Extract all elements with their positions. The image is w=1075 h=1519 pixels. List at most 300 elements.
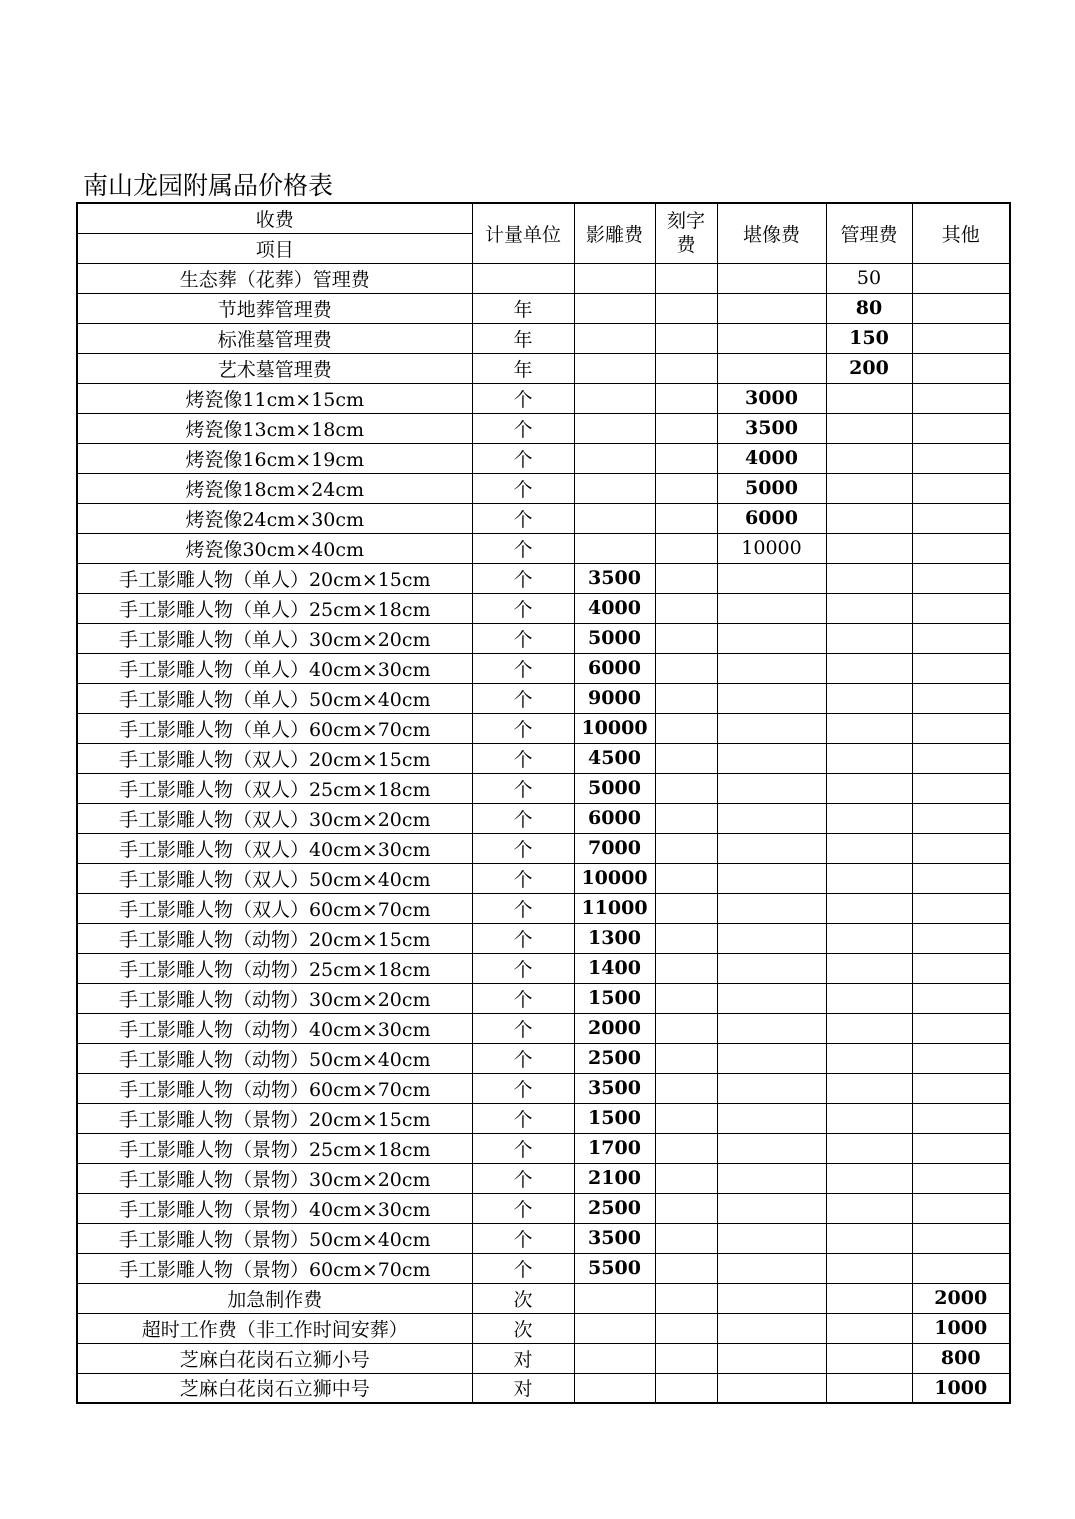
- cell-other: [912, 1103, 1010, 1133]
- cell-item: 芝麻白花岗石立狮中号: [77, 1373, 472, 1403]
- cell-inlay: [717, 623, 826, 653]
- cell-unit: 次: [472, 1313, 574, 1343]
- cell-inlay: [717, 563, 826, 593]
- cell-other: [912, 353, 1010, 383]
- cell-item: 手工影雕人物（双人）20cm×15cm: [77, 743, 472, 773]
- cell-management: [826, 923, 912, 953]
- cell-management: [826, 563, 912, 593]
- cell-unit: 个: [472, 533, 574, 563]
- cell-engraving: 5000: [574, 623, 655, 653]
- cell-lettering: [655, 743, 717, 773]
- table-row: [77, 623, 1010, 653]
- cell-unit: 次: [472, 1283, 574, 1313]
- table-row: [77, 263, 1010, 293]
- table-row: [77, 653, 1010, 683]
- cell-inlay: 4000: [717, 443, 826, 473]
- cell-item: 烤瓷像18cm×24cm: [77, 473, 472, 503]
- cell-lettering: [655, 503, 717, 533]
- table-row: [77, 1283, 1010, 1313]
- header-management: 管理费: [826, 203, 912, 263]
- cell-item: 手工影雕人物（单人）40cm×30cm: [77, 653, 472, 683]
- cell-inlay: [717, 1193, 826, 1223]
- cell-lettering: [655, 623, 717, 653]
- cell-other: [912, 503, 1010, 533]
- cell-management: [826, 1163, 912, 1193]
- cell-unit: 个: [472, 413, 574, 443]
- cell-inlay: 6000: [717, 503, 826, 533]
- table-row: [77, 1223, 1010, 1253]
- cell-lettering: [655, 923, 717, 953]
- cell-unit: 个: [472, 923, 574, 953]
- header-other: 其他: [912, 203, 1010, 263]
- cell-management: [826, 1283, 912, 1313]
- cell-management: [826, 743, 912, 773]
- cell-management: [826, 863, 912, 893]
- cell-unit: 个: [472, 503, 574, 533]
- cell-item: 手工影雕人物（单人）60cm×70cm: [77, 713, 472, 743]
- cell-item: 加急制作费: [77, 1283, 472, 1313]
- cell-unit: 个: [472, 1073, 574, 1103]
- table-row: [77, 893, 1010, 923]
- cell-unit: 个: [472, 953, 574, 983]
- cell-management: 150: [826, 323, 912, 353]
- cell-inlay: [717, 1133, 826, 1163]
- cell-other: [912, 863, 1010, 893]
- cell-other: [912, 983, 1010, 1013]
- table-row: [77, 323, 1010, 353]
- cell-engraving: 6000: [574, 803, 655, 833]
- cell-inlay: [717, 593, 826, 623]
- cell-other: 1000: [912, 1373, 1010, 1403]
- cell-inlay: [717, 923, 826, 953]
- table-row: [77, 1373, 1010, 1403]
- table-row: [77, 833, 1010, 863]
- cell-unit: 个: [472, 1253, 574, 1283]
- cell-item: 手工影雕人物（单人）30cm×20cm: [77, 623, 472, 653]
- cell-management: [826, 1043, 912, 1073]
- cell-management: [826, 413, 912, 443]
- cell-other: 800: [912, 1343, 1010, 1373]
- table-row: [77, 533, 1010, 563]
- cell-management: [826, 773, 912, 803]
- cell-engraving: 1400: [574, 953, 655, 983]
- cell-engraving: 2000: [574, 1013, 655, 1043]
- cell-lettering: [655, 1133, 717, 1163]
- table-row: [77, 353, 1010, 383]
- table-row: [77, 1343, 1010, 1373]
- cell-management: [826, 473, 912, 503]
- cell-inlay: 3500: [717, 413, 826, 443]
- table-row: [77, 953, 1010, 983]
- cell-other: [912, 743, 1010, 773]
- cell-engraving: 7000: [574, 833, 655, 863]
- table-row: [77, 1313, 1010, 1343]
- cell-other: [912, 683, 1010, 713]
- cell-lettering: [655, 593, 717, 623]
- cell-lettering: [655, 1193, 717, 1223]
- cell-unit: 个: [472, 683, 574, 713]
- cell-inlay: [717, 1373, 826, 1403]
- cell-management: [826, 833, 912, 863]
- cell-engraving: 11000: [574, 893, 655, 923]
- cell-other: [912, 953, 1010, 983]
- cell-lettering: [655, 773, 717, 803]
- cell-engraving: [574, 443, 655, 473]
- cell-inlay: 10000: [717, 533, 826, 563]
- cell-unit: 个: [472, 833, 574, 863]
- cell-item: 超时工作费（非工作时间安葬）: [77, 1313, 472, 1343]
- cell-inlay: [717, 1073, 826, 1103]
- cell-engraving: 5500: [574, 1253, 655, 1283]
- table-row: [77, 803, 1010, 833]
- cell-item: 手工影雕人物（动物）60cm×70cm: [77, 1073, 472, 1103]
- cell-other: [912, 593, 1010, 623]
- cell-unit: 年: [472, 293, 574, 323]
- cell-item: 芝麻白花岗石立狮小号: [77, 1343, 472, 1373]
- cell-other: [912, 1253, 1010, 1283]
- cell-inlay: [717, 773, 826, 803]
- cell-item: 手工影雕人物（动物）40cm×30cm: [77, 1013, 472, 1043]
- cell-lettering: [655, 1163, 717, 1193]
- cell-other: [912, 383, 1010, 413]
- cell-lettering: [655, 1283, 717, 1313]
- cell-engraving: 4000: [574, 593, 655, 623]
- cell-management: [826, 623, 912, 653]
- cell-management: [826, 1073, 912, 1103]
- cell-other: [912, 923, 1010, 953]
- cell-item: 手工影雕人物（动物）20cm×15cm: [77, 923, 472, 953]
- cell-other: [912, 1133, 1010, 1163]
- cell-management: [826, 1223, 912, 1253]
- cell-management: 50: [826, 263, 912, 293]
- cell-unit: 对: [472, 1373, 574, 1403]
- header-item-top: 收费: [77, 203, 472, 233]
- cell-other: 1000: [912, 1313, 1010, 1343]
- cell-management: [826, 893, 912, 923]
- cell-engraving: [574, 293, 655, 323]
- cell-item: 生态葬（花葬）管理费: [77, 263, 472, 293]
- cell-inlay: [717, 1283, 826, 1313]
- cell-engraving: 3500: [574, 1073, 655, 1103]
- cell-unit: 个: [472, 623, 574, 653]
- cell-item: 手工影雕人物（双人）60cm×70cm: [77, 893, 472, 923]
- cell-engraving: 4500: [574, 743, 655, 773]
- cell-lettering: [655, 1013, 717, 1043]
- cell-other: [912, 803, 1010, 833]
- cell-item: 手工影雕人物（景物）60cm×70cm: [77, 1253, 472, 1283]
- cell-inlay: [717, 1313, 826, 1343]
- cell-lettering: [655, 1223, 717, 1253]
- cell-lettering: [655, 893, 717, 923]
- cell-engraving: 2100: [574, 1163, 655, 1193]
- cell-management: [826, 443, 912, 473]
- cell-other: [912, 623, 1010, 653]
- cell-management: [826, 683, 912, 713]
- cell-management: [826, 1193, 912, 1223]
- price-table: [76, 202, 1011, 1404]
- cell-lettering: [655, 413, 717, 443]
- cell-lettering: [655, 1103, 717, 1133]
- cell-engraving: 9000: [574, 683, 655, 713]
- cell-other: [912, 833, 1010, 863]
- cell-item: 手工影雕人物（景物）40cm×30cm: [77, 1193, 472, 1223]
- cell-other: [912, 263, 1010, 293]
- cell-engraving: 2500: [574, 1193, 655, 1223]
- cell-lettering: [655, 533, 717, 563]
- cell-lettering: [655, 443, 717, 473]
- cell-other: [912, 713, 1010, 743]
- cell-lettering: [655, 983, 717, 1013]
- cell-lettering: [655, 953, 717, 983]
- cell-engraving: 1300: [574, 923, 655, 953]
- table-row: [77, 773, 1010, 803]
- cell-inlay: [717, 263, 826, 293]
- cell-other: [912, 323, 1010, 353]
- cell-lettering: [655, 713, 717, 743]
- cell-other: [912, 1223, 1010, 1253]
- cell-management: [826, 713, 912, 743]
- cell-inlay: [717, 743, 826, 773]
- cell-inlay: [717, 323, 826, 353]
- cell-unit: 个: [472, 593, 574, 623]
- cell-engraving: 10000: [574, 713, 655, 743]
- cell-other: [912, 413, 1010, 443]
- cell-engraving: [574, 1283, 655, 1313]
- header-lettering-line2: 费: [676, 234, 696, 257]
- table-row: [77, 443, 1010, 473]
- cell-lettering: [655, 263, 717, 293]
- cell-other: [912, 473, 1010, 503]
- header-inlay: 堪像费: [717, 203, 826, 263]
- cell-item: 标准墓管理费: [77, 323, 472, 353]
- cell-unit: 个: [472, 773, 574, 803]
- cell-unit: 个: [472, 1193, 574, 1223]
- cell-lettering: [655, 833, 717, 863]
- cell-engraving: [574, 1313, 655, 1343]
- cell-unit: 个: [472, 1163, 574, 1193]
- cell-other: [912, 1073, 1010, 1103]
- cell-engraving: [574, 413, 655, 443]
- table-row: [77, 1163, 1010, 1193]
- cell-management: [826, 1013, 912, 1043]
- cell-unit: 个: [472, 443, 574, 473]
- cell-management: [826, 1103, 912, 1133]
- cell-item: 手工影雕人物（双人）40cm×30cm: [77, 833, 472, 863]
- cell-item: 手工影雕人物（动物）30cm×20cm: [77, 983, 472, 1013]
- cell-management: [826, 533, 912, 563]
- cell-item: 烤瓷像30cm×40cm: [77, 533, 472, 563]
- table-row: [77, 983, 1010, 1013]
- cell-other: [912, 1163, 1010, 1193]
- cell-management: 80: [826, 293, 912, 323]
- cell-unit: 个: [472, 383, 574, 413]
- cell-item: 节地葬管理费: [77, 293, 472, 323]
- cell-item: 烤瓷像13cm×18cm: [77, 413, 472, 443]
- cell-engraving: [574, 1373, 655, 1403]
- cell-item: 艺术墓管理费: [77, 353, 472, 383]
- cell-inlay: [717, 683, 826, 713]
- cell-engraving: 10000: [574, 863, 655, 893]
- cell-unit: 对: [472, 1343, 574, 1373]
- cell-inlay: [717, 653, 826, 683]
- header-lettering: [655, 203, 717, 263]
- cell-inlay: [717, 893, 826, 923]
- cell-engraving: 3500: [574, 1223, 655, 1253]
- cell-item: 手工影雕人物（单人）25cm×18cm: [77, 593, 472, 623]
- cell-other: [912, 1013, 1010, 1043]
- cell-inlay: [717, 353, 826, 383]
- cell-engraving: 6000: [574, 653, 655, 683]
- cell-lettering: [655, 293, 717, 323]
- cell-other: [912, 533, 1010, 563]
- cell-unit: 个: [472, 1013, 574, 1043]
- cell-engraving: [574, 353, 655, 383]
- cell-management: [826, 383, 912, 413]
- table-row: [77, 743, 1010, 773]
- table-row: [77, 1253, 1010, 1283]
- cell-lettering: [655, 563, 717, 593]
- cell-lettering: [655, 683, 717, 713]
- cell-lettering: [655, 1343, 717, 1373]
- table-row: [77, 473, 1010, 503]
- cell-lettering: [655, 383, 717, 413]
- cell-item: 手工影雕人物（景物）25cm×18cm: [77, 1133, 472, 1163]
- cell-management: [826, 1253, 912, 1283]
- table-row: [77, 863, 1010, 893]
- cell-item: 手工影雕人物（双人）25cm×18cm: [77, 773, 472, 803]
- cell-inlay: [717, 1043, 826, 1073]
- cell-lettering: [655, 323, 717, 353]
- cell-inlay: [717, 1253, 826, 1283]
- cell-engraving: [574, 503, 655, 533]
- cell-item: 手工影雕人物（景物）20cm×15cm: [77, 1103, 472, 1133]
- table-row: [77, 713, 1010, 743]
- cell-engraving: [574, 323, 655, 353]
- cell-item: 手工影雕人物（双人）50cm×40cm: [77, 863, 472, 893]
- table-row: [77, 1073, 1010, 1103]
- cell-unit: 个: [472, 743, 574, 773]
- table-row: [77, 383, 1010, 413]
- cell-engraving: 2500: [574, 1043, 655, 1073]
- cell-unit: 年: [472, 323, 574, 353]
- cell-other: [912, 653, 1010, 683]
- cell-inlay: [717, 953, 826, 983]
- cell-lettering: [655, 1253, 717, 1283]
- cell-unit: 个: [472, 563, 574, 593]
- table-row: [77, 1103, 1010, 1133]
- cell-lettering: [655, 1313, 717, 1343]
- cell-unit: 个: [472, 473, 574, 503]
- header-item-bottom: 项目: [77, 233, 472, 263]
- table-row: [77, 293, 1010, 323]
- cell-lettering: [655, 863, 717, 893]
- cell-engraving: [574, 383, 655, 413]
- cell-lettering: [655, 1073, 717, 1103]
- cell-engraving: 5000: [574, 773, 655, 803]
- cell-lettering: [655, 1043, 717, 1073]
- cell-lettering: [655, 1373, 717, 1403]
- cell-management: [826, 803, 912, 833]
- table-row: [77, 1013, 1010, 1043]
- cell-engraving: 1500: [574, 983, 655, 1013]
- cell-engraving: [574, 263, 655, 293]
- cell-unit: 个: [472, 1133, 574, 1163]
- cell-item: 手工影雕人物（双人）30cm×20cm: [77, 803, 472, 833]
- table-row: [77, 1133, 1010, 1163]
- cell-item: 手工影雕人物（单人）20cm×15cm: [77, 563, 472, 593]
- header-engraving: 影雕费: [574, 203, 655, 263]
- table-row: [77, 593, 1010, 623]
- cell-management: [826, 1343, 912, 1373]
- table-row: [77, 563, 1010, 593]
- cell-lettering: [655, 653, 717, 683]
- cell-management: [826, 593, 912, 623]
- cell-management: [826, 983, 912, 1013]
- cell-unit: 个: [472, 1103, 574, 1133]
- cell-inlay: 3000: [717, 383, 826, 413]
- table-row: [77, 413, 1010, 443]
- cell-item: 烤瓷像24cm×30cm: [77, 503, 472, 533]
- cell-item: 手工影雕人物（动物）25cm×18cm: [77, 953, 472, 983]
- table-row: [77, 923, 1010, 953]
- cell-unit: 个: [472, 1223, 574, 1253]
- cell-other: [912, 1043, 1010, 1073]
- cell-inlay: [717, 1163, 826, 1193]
- cell-inlay: [717, 833, 826, 863]
- cell-management: [826, 1313, 912, 1343]
- cell-unit: 个: [472, 863, 574, 893]
- cell-management: [826, 1133, 912, 1163]
- cell-item: 手工影雕人物（景物）30cm×20cm: [77, 1163, 472, 1193]
- cell-inlay: [717, 1013, 826, 1043]
- cell-unit: 个: [472, 1043, 574, 1073]
- cell-other: [912, 563, 1010, 593]
- table-row: [77, 1043, 1010, 1073]
- cell-inlay: [717, 293, 826, 323]
- cell-engraving: [574, 473, 655, 503]
- header-lettering-line1: 刻字: [666, 210, 705, 233]
- cell-management: [826, 1373, 912, 1403]
- cell-other: [912, 1193, 1010, 1223]
- cell-inlay: [717, 803, 826, 833]
- cell-engraving: 3500: [574, 563, 655, 593]
- cell-lettering: [655, 803, 717, 833]
- cell-other: [912, 893, 1010, 923]
- cell-inlay: [717, 1103, 826, 1133]
- cell-engraving: 1500: [574, 1103, 655, 1133]
- page-title: 南山龙园附属品价格表: [83, 171, 334, 200]
- table-row: [77, 1193, 1010, 1223]
- cell-unit: 个: [472, 893, 574, 923]
- cell-unit: [472, 263, 574, 293]
- cell-engraving: [574, 533, 655, 563]
- cell-item: 烤瓷像16cm×19cm: [77, 443, 472, 473]
- cell-other: [912, 443, 1010, 473]
- table-row: [77, 683, 1010, 713]
- cell-inlay: [717, 713, 826, 743]
- cell-item: 手工影雕人物（动物）50cm×40cm: [77, 1043, 472, 1073]
- header-unit: 计量单位: [472, 203, 574, 263]
- cell-inlay: 5000: [717, 473, 826, 503]
- cell-lettering: [655, 473, 717, 503]
- cell-unit: 个: [472, 983, 574, 1013]
- cell-management: [826, 653, 912, 683]
- cell-engraving: 1700: [574, 1133, 655, 1163]
- cell-item: 手工影雕人物（单人）50cm×40cm: [77, 683, 472, 713]
- header-row: [77, 203, 1010, 233]
- cell-unit: 年: [472, 353, 574, 383]
- cell-other: [912, 293, 1010, 323]
